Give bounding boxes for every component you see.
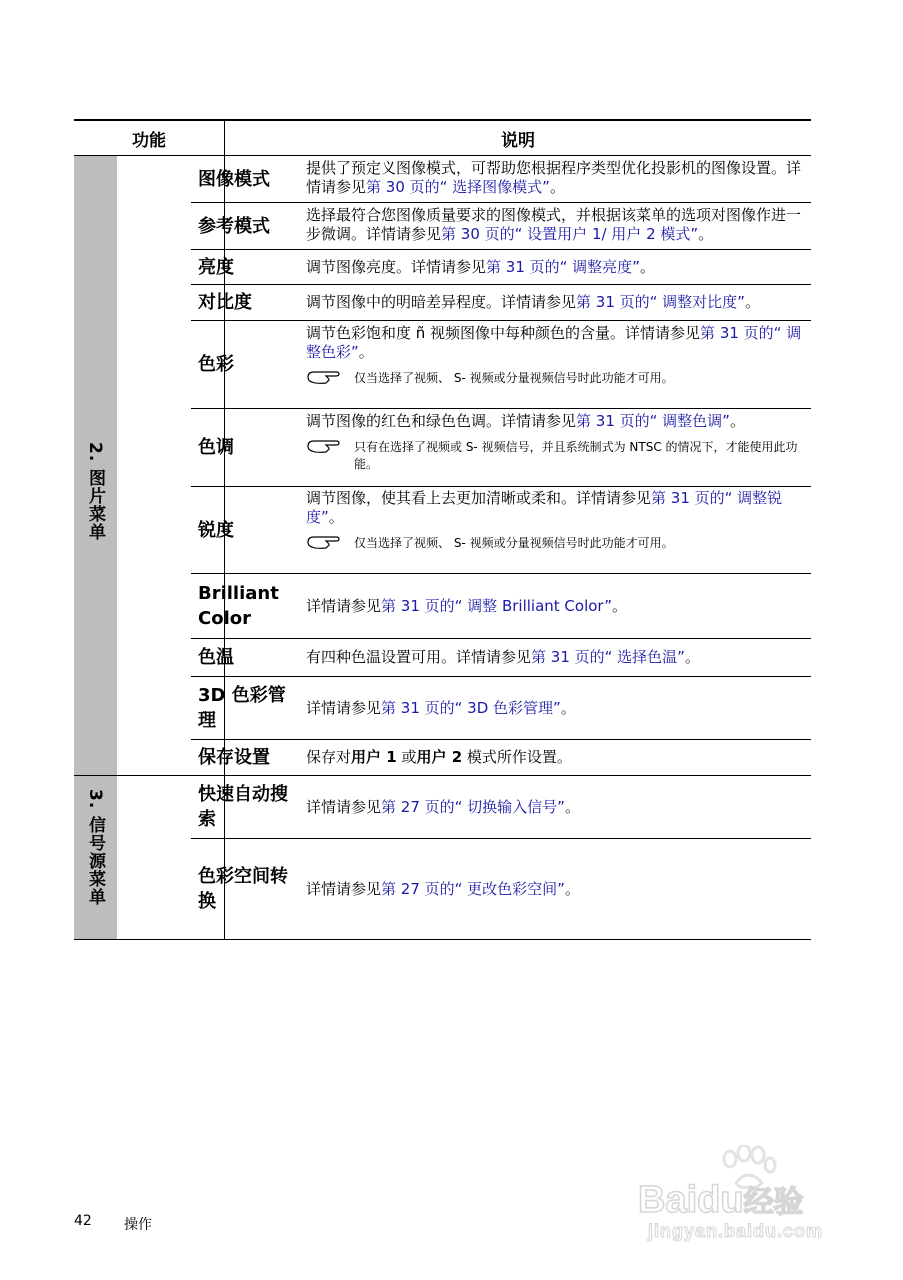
link-3d-color[interactable]: 第 31 页的“ 3D 色彩管理” (381, 698, 561, 717)
link-sharpness[interactable]: 第 31 页的“ 调整锐度” (306, 489, 783, 526)
row-desc-color-space: 详情请参见第 27 页的“ 更改色彩空间”。 (306, 879, 580, 898)
watermark-url: jingyan.baidu.com (648, 1221, 824, 1241)
pointing-hand-icon (306, 437, 346, 455)
page-number: 42 (74, 1213, 92, 1229)
row-name-3d-color: 3D 色彩管理 (198, 685, 286, 731)
note-sharpness: 仅当选择了视频、 S- 视频或分量视频信号时此功能才可用。 (306, 535, 809, 552)
note-color: 仅当选择了视频、 S- 视频或分量视频信号时此功能才可用。 (306, 370, 809, 387)
note-tint: 只有在选择了视频或 S- 视频信号，并且系统制式为 NTSC 的情况下，才能使用此功能。 (306, 439, 809, 473)
row-name-save-settings: 保存设置 (198, 747, 270, 768)
pointing-hand-icon (306, 368, 346, 386)
row-desc-brightness: 调节图像亮度。详情请参见第 31 页的“ 调整亮度”。 (306, 257, 655, 276)
section-band-picture (74, 156, 117, 775)
row-name-brilliant-color: Brilliant Color (198, 583, 279, 629)
row-name-contrast: 对比度 (198, 292, 252, 313)
section-label-source: 3. 信号源菜单 (85, 789, 105, 907)
link-tint[interactable]: 第 31 页的“ 调整色调” (576, 412, 730, 430)
table-bottom-rule (74, 939, 811, 940)
section-label-picture: 2. 图片菜单 (85, 442, 105, 542)
row-name-reference-mode: 参考模式 (198, 215, 270, 237)
row-desc-reference-mode: 选择最符合您图像质量要求的图像模式，并根据该菜单的选项对图像作进一步微调。详情请参见第 30 页的“ 设置用户 1/ 用户 2 模式”。 (306, 206, 802, 243)
row-desc-sharpness: 调节图像，使其看上去更加清晰或柔和。详情请参见第 31 页的“ 调整锐度”。 仅当选择了视频、 S- 视频或分量视频信号时此功能才可用。 (299, 489, 809, 552)
link-color-temp[interactable]: 第 31 页的“ 选择色温” (531, 648, 685, 666)
row-desc-save-settings: 保存对用户 1 或用户 2 模式所作设置。 (306, 748, 572, 766)
row-name-color-temp: 色温 (198, 647, 234, 668)
watermark-brand: Baidu经验 (638, 1179, 804, 1221)
row-desc-color: 调节色彩饱和度 ñ 视频图像中每种颜色的含量。详情请参见第 31 页的“ 调整色彩”。 仅当选择了视频、 S- 视频或分量视频信号时此功能才可用。 (299, 324, 809, 387)
link-image-mode[interactable]: 第 30 页的“ 选择图像模式” (366, 178, 550, 196)
row-desc-tint: 调节图像的红色和绿色色调。详情请参见第 31 页的“ 调整色调”。 只有在选择了视频或 S- 视频信号，并且系统制式为 NTSC 的情况下，才能使用此功能。 (299, 412, 809, 473)
link-reference-mode[interactable]: 第 30 页的“ 设置用户 1/ 用户 2 模式” (441, 225, 699, 243)
row-desc-image-mode: 提供了预定义图像模式，可帮助您根据程序类型优化投影机的图像设置。详情请参见第 30 页的“ 选择图像模式”。 (306, 159, 802, 196)
link-color-space[interactable]: 第 27 页的“ 更改色彩空间” (381, 879, 565, 898)
row-name-sharpness: 锐度 (198, 519, 234, 541)
link-brilliant-color[interactable]: 第 31 页的“ 调整 Brilliant Color” (381, 596, 612, 615)
link-contrast[interactable]: 第 31 页的“ 调整对比度” (576, 293, 745, 311)
footer-section-label: 操作 (124, 1217, 152, 1233)
row-desc-brilliant-color: 详情请参见第 31 页的“ 调整 Brilliant Color”。 (306, 596, 628, 615)
row-name-quick-search: 快速自动搜索 (198, 784, 288, 830)
row-name-tint: 色调 (198, 437, 234, 458)
section-band-source (74, 775, 117, 940)
header-function: 功能 (132, 130, 166, 151)
row-desc-color-temp: 有四种色温设置可用。详情请参见第 31 页的“ 选择色温”。 (306, 648, 700, 666)
row-name-color-space: 色彩空间转换 (198, 866, 288, 912)
pointing-hand-icon (306, 533, 346, 551)
baidu-watermark (638, 1145, 848, 1245)
row-desc-contrast: 调节图像中的明暗差异程度。详情请参见第 31 页的“ 调整对比度”。 (306, 293, 760, 311)
link-quick-search[interactable]: 第 27 页的“ 切换输入信号” (381, 797, 565, 816)
header-rule (74, 155, 811, 156)
row-desc-3d-color: 详情请参见第 31 页的“ 3D 色彩管理”。 (306, 698, 576, 717)
row-name-image-mode: 图像模式 (198, 168, 270, 190)
row-name-color: 色彩 (198, 354, 234, 375)
header-description: 说明 (501, 130, 535, 151)
link-color[interactable]: 第 31 页的“ 调整色彩” (306, 324, 802, 361)
link-brightness[interactable]: 第 31 页的“ 调整亮度” (486, 257, 640, 276)
row-name-brightness: 亮度 (198, 256, 234, 278)
row-desc-quick-search: 详情请参见第 27 页的“ 切换输入信号”。 (306, 797, 580, 816)
